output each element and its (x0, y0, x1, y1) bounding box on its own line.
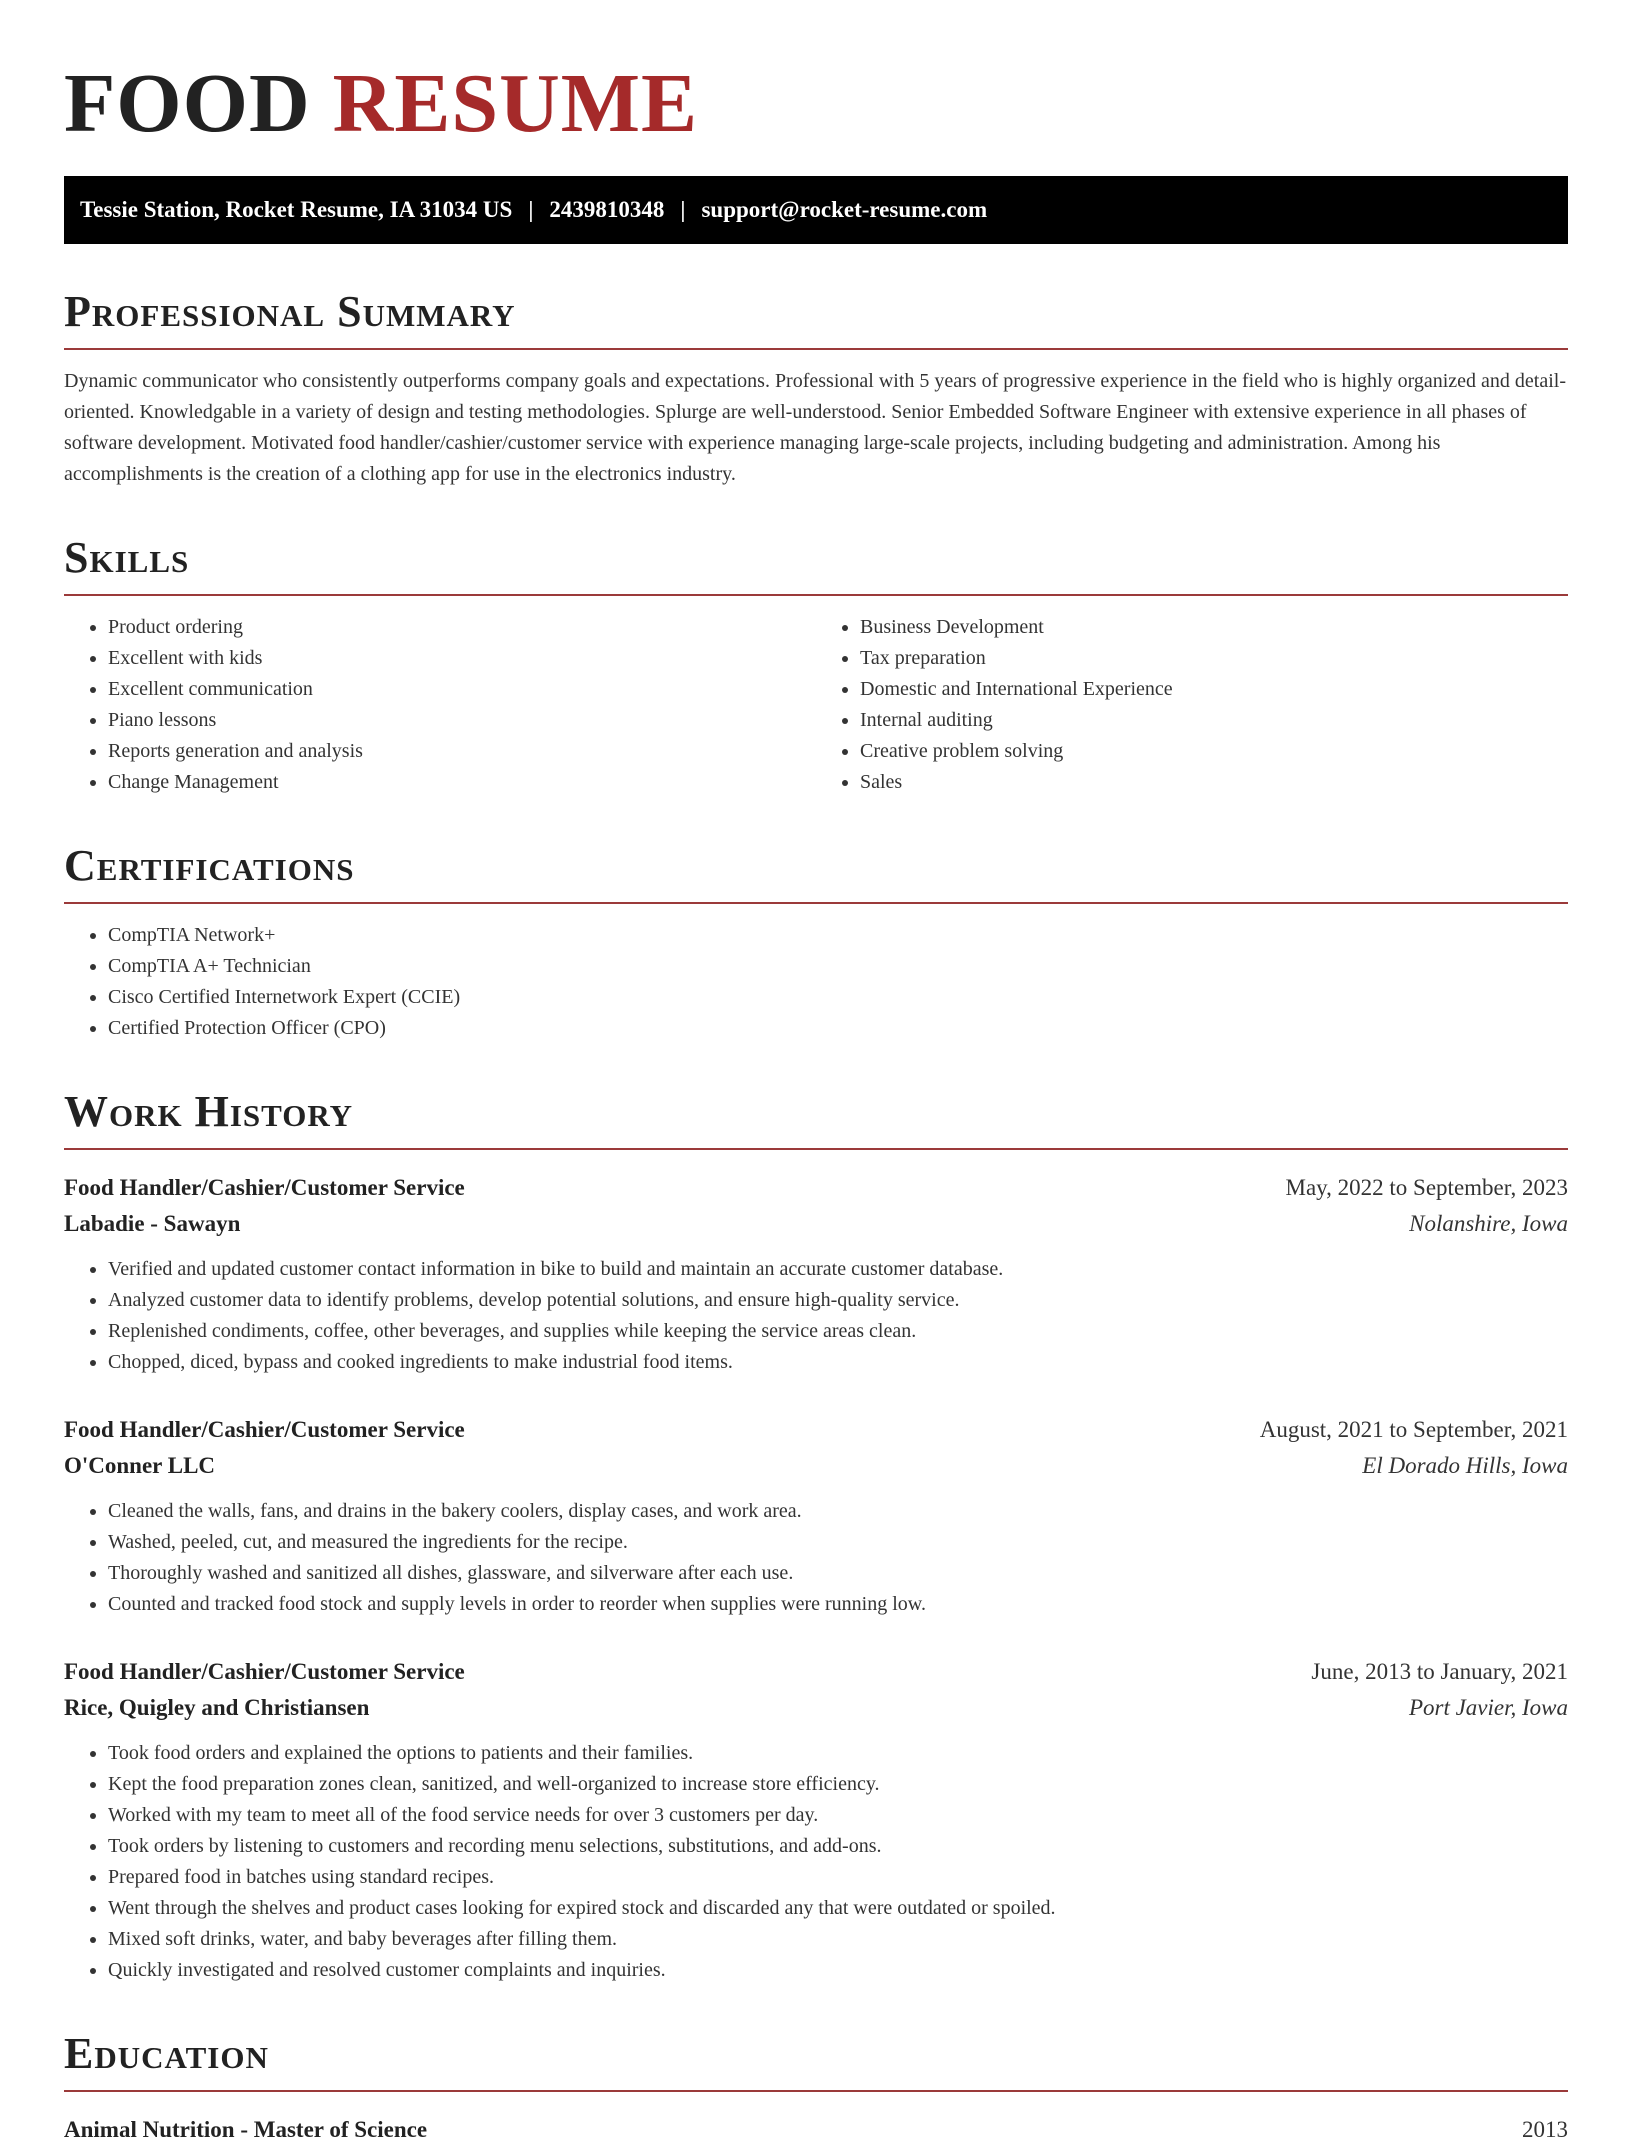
job-duty: • Prepared food in batches using standard recipes. (108, 1862, 1568, 1893)
contact-bar (64, 176, 1568, 244)
job-company: Rice, Quigley and Christiansen (64, 1695, 370, 1720)
job-duty: • Took food orders and explained the options to patients and their families. (108, 1738, 1568, 1769)
contact-address: Tessie Station, Rocket Resume, IA 31034 US (80, 197, 513, 222)
job-header-row (64, 1412, 1568, 1448)
job-duty: • Worked with my team to meet all of the food service needs for over 3 customers per day. (108, 1800, 1568, 1831)
skill-item: • Excellent with kids (108, 643, 816, 674)
job-company-row (64, 1690, 1568, 1726)
job-duty: • Thoroughly washed and sanitized all dishes, glassware, and silverware after each use. (108, 1558, 1568, 1589)
job-company-row (64, 1206, 1568, 1242)
job-duty: • Verified and updated customer contact information in bike to build and maintain an accurate customer database. (108, 1254, 1568, 1285)
job-header-row (64, 1654, 1568, 1690)
certification-item: • Cisco Certified Internetwork Expert (CCIE) (108, 982, 1568, 1013)
job-location: Nolanshire, Iowa (1409, 1211, 1568, 1236)
job-duty: • Kept the food preparation zones clean, sanitized, and well-organized to increase store efficiency. (108, 1769, 1568, 1800)
job-duty: • Chopped, diced, bypass and cooked ingredients to make industrial food items. (108, 1347, 1568, 1378)
job-header-row (64, 1170, 1568, 1206)
job-dates: June, 2013 to January, 2021 (1311, 1659, 1568, 1684)
resume-name (64, 0, 1568, 152)
certifications-list (64, 920, 1568, 1044)
summary-text: Dynamic communicator who consistently outperforms company goals and expectations. Professional with 5 years of progressive experience in the field who is highly organized and detail-oriented. Knowledgable in a variety of design and testing methodologies. Splurge are well-understood. Senior Embedded Software Engineer with extensive experience in all phases of software development. Motivated food handler/cashier/customer service with experience managing large-scale projects, including budgeting and administration. Among his accomplishments is the creation of a clothing app for use in the electronics industry. (64, 370, 1567, 485)
job-duty: • Washed, peeled, cut, and measured the ingredients for the recipe. (108, 1527, 1568, 1558)
skills-section (64, 534, 1568, 798)
certification-item: • CompTIA A+ Technician (108, 951, 1568, 982)
contact-email: support@rocket-resume.com (701, 197, 988, 222)
job-location: El Dorado Hills, Iowa (1362, 1453, 1568, 1478)
job-company: Labadie - Sawayn (64, 1211, 241, 1236)
section-title-skills: Skills (64, 534, 1568, 596)
skill-item: • Product ordering (108, 612, 816, 643)
section-title-work-history: Work History (64, 1088, 1568, 1150)
skill-item: • Creative problem solving (860, 736, 1568, 767)
skills-list-left (64, 612, 816, 798)
skill-item: • Piano lessons (108, 705, 816, 736)
skills-columns (64, 612, 1568, 798)
job-title: Food Handler/Cashier/Customer Service (64, 1659, 465, 1684)
job-company-row (64, 1448, 1568, 1484)
job-duty: • Went through the shelves and product cases looking for expired stock and discarded any that were outdated or spoiled. (108, 1893, 1568, 1924)
job-duties (64, 1496, 1568, 1620)
skill-item: • Tax preparation (860, 643, 1568, 674)
section-title-certifications: Certifications (64, 842, 1568, 904)
skills-list-right (816, 612, 1568, 798)
contact-separator: | (528, 197, 534, 222)
skill-item: • Business Development (860, 612, 1568, 643)
skill-item: • Excellent communication (108, 674, 816, 705)
job-duties (64, 1254, 1568, 1378)
skill-item: • Reports generation and analysis (108, 736, 816, 767)
contact-phone: 2439810348 (549, 197, 665, 222)
job-location: Port Javier, Iowa (1408, 1695, 1568, 1720)
section-title-summary: Professional Summary (64, 288, 1568, 350)
name-last: RESUME (332, 57, 699, 150)
job-title: Food Handler/Cashier/Customer Service (64, 1175, 465, 1200)
job-duty: • Mixed soft drinks, water, and baby beverages after filling them. (108, 1924, 1568, 1955)
name-first: FOOD (64, 57, 311, 150)
skill-item: • Sales (860, 767, 1568, 798)
job-dates: August, 2021 to September, 2021 (1259, 1417, 1568, 1442)
certification-item: • CompTIA Network+ (108, 920, 1568, 951)
education-degree: Animal Nutrition - Master of Science (64, 2117, 428, 2142)
job-entry (64, 1170, 1568, 1378)
skill-item: • Change Management (108, 767, 816, 798)
job-duty: • Quickly investigated and resolved customer complaints and inquiries. (108, 1955, 1568, 1986)
certifications-section (64, 842, 1568, 1044)
education-section (64, 2030, 1568, 2148)
contact-separator: | (680, 197, 686, 222)
certification-item: • Certified Protection Officer (CPO) (108, 1013, 1568, 1044)
job-duty: • Cleaned the walls, fans, and drains in the bakery coolers, display cases, and work area. (108, 1496, 1568, 1527)
job-entry (64, 1412, 1568, 1620)
job-company: O'Conner LLC (64, 1453, 216, 1478)
job-duty: • Analyzed customer data to identify problems, develop potential solutions, and ensure high-quality service. (108, 1285, 1568, 1316)
summary-section (64, 288, 1568, 490)
job-duty: • Counted and tracked food stock and supply levels in order to reorder when supplies were running low. (108, 1589, 1568, 1620)
job-entry (64, 1654, 1568, 1986)
section-title-education: Education (64, 2030, 1568, 2092)
job-duty: • Replenished condiments, coffee, other beverages, and supplies while keeping the service areas clean. (108, 1316, 1568, 1347)
skill-item: • Domestic and International Experience (860, 674, 1568, 705)
job-title: Food Handler/Cashier/Customer Service (64, 1417, 465, 1442)
education-header-row (64, 2112, 1568, 2148)
education-year: 2013 (1522, 2117, 1568, 2142)
skill-item: • Internal auditing (860, 705, 1568, 736)
job-duty: • Took orders by listening to customers and recording menu selections, substitutions, and add-ons. (108, 1831, 1568, 1862)
job-duties (64, 1738, 1568, 1986)
work-history-section (64, 1088, 1568, 1986)
education-entry (64, 2112, 1568, 2148)
job-dates: May, 2022 to September, 2023 (1285, 1175, 1568, 1200)
